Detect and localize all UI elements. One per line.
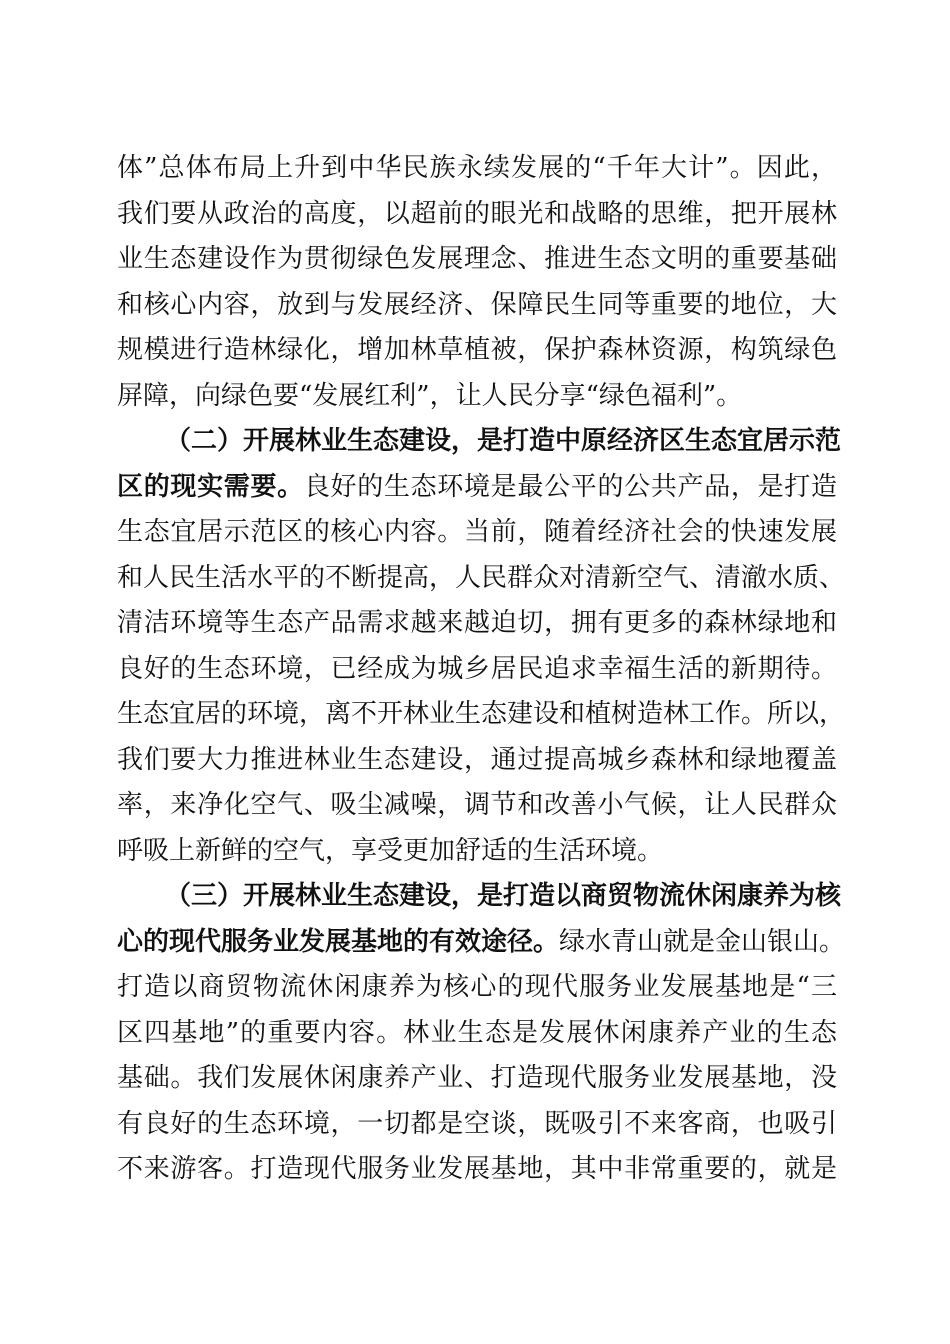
text-line bbox=[117, 829, 837, 875]
body-text-run: 绿水青山就是金山银山。 bbox=[559, 926, 846, 957]
text-line bbox=[117, 556, 846, 602]
body-text-run: 规模进行造林绿化，增加林草植被，保护森林资源，构筑绿色 bbox=[117, 335, 837, 365]
body-text-run: 生态宜居的环境，离不开林业生态建设和植树造林工作。所以， bbox=[117, 699, 846, 729]
body-text-run: 率，来净化空气、吸尘减噪，调节和改善小气候，让人民群众 bbox=[117, 790, 837, 820]
body-text-run: 基础。我们发展休闲康养产业、打造现代服务业发展基地，没 bbox=[117, 1063, 837, 1093]
text-line bbox=[117, 1147, 837, 1193]
body-text-run: 和人民生活水平的不断提高，人民群众对清新空气、清澈水质、 bbox=[117, 562, 846, 593]
text-line bbox=[117, 146, 837, 192]
body-text-run: 区四基地”的重要内容。林业生态是发展休闲康养产业的生态 bbox=[117, 1017, 837, 1048]
body-text-run: 不来游客。打造现代服务业发展基地，其中非常重要的，就是 bbox=[117, 1154, 837, 1184]
text-line bbox=[117, 237, 837, 283]
text-line bbox=[117, 920, 846, 966]
body-text-run: 我们要大力推进林业生态建设，通过提高城乡森林和绿地覆盖 bbox=[117, 744, 837, 775]
text-line bbox=[117, 192, 837, 238]
text-line bbox=[117, 692, 846, 738]
body-text-run: 有良好的生态环境，一切都是空谈，既吸引不来客商，也吸引 bbox=[117, 1108, 837, 1139]
body-text-run: 呼吸上新鲜的空气，享受更加舒适的生活环境。 bbox=[117, 835, 664, 866]
text-line bbox=[117, 738, 837, 784]
body-text-run: 生态宜居示范区的核心内容。当前，随着经济社会的快速发展 bbox=[117, 517, 837, 547]
bold-text: （二）开展林业生态建设，是打造中原经济区生态宜居示范 bbox=[165, 426, 842, 456]
paragraph-heading-line bbox=[117, 419, 842, 465]
body-text-run: 屏障，向绿色要“发展红利”，让人民分享“绿色福利”。 bbox=[117, 380, 743, 411]
body-text-run: 和核心内容，放到与发展经济、保障民生同等重要的地位，大 bbox=[117, 289, 837, 320]
bold-text: 心的现代服务业发展基地的有效途径。 bbox=[117, 926, 560, 957]
body-text-run: 我们要从政治的高度，以超前的眼光和战略的思维，把开展林 bbox=[117, 198, 837, 229]
bold-text: （三）开展林业生态建设，是打造以商贸物流休闲康养为核 bbox=[165, 881, 842, 911]
body-text-run: 体”总体布局上升到中华民族永续发展的“千年大计”。因此， bbox=[117, 153, 837, 183]
text-line bbox=[117, 1056, 837, 1102]
body-text-run: 打造以商贸物流休闲康养为核心的现代服务业发展基地是“三 bbox=[117, 972, 837, 1002]
body-text-run: 良好的生态环境是最公平的公共产品，是打造 bbox=[303, 471, 837, 502]
text-line bbox=[117, 374, 837, 420]
text-line bbox=[117, 465, 837, 511]
text-line bbox=[117, 283, 837, 329]
paragraph-heading-line bbox=[117, 874, 842, 920]
text-line bbox=[117, 647, 837, 693]
body-text-run: 良好的生态环境，已经成为城乡居民追求幸福生活的新期待。 bbox=[117, 653, 837, 684]
bold-text: 区的现实需要。 bbox=[117, 471, 304, 502]
text-line bbox=[117, 1011, 837, 1057]
body-text-run: 业生态建设作为贯彻绿色发展理念、推进生态文明的重要基础 bbox=[117, 244, 837, 274]
text-line bbox=[117, 510, 837, 556]
text-line bbox=[117, 328, 837, 374]
text-line bbox=[117, 783, 837, 829]
text-line bbox=[117, 1102, 837, 1148]
body-text bbox=[117, 146, 846, 1193]
body-text-run: 清洁环境等生态产品需求越来越迫切，拥有更多的森林绿地和 bbox=[117, 608, 837, 638]
text-line bbox=[117, 965, 837, 1011]
text-line bbox=[117, 601, 837, 647]
